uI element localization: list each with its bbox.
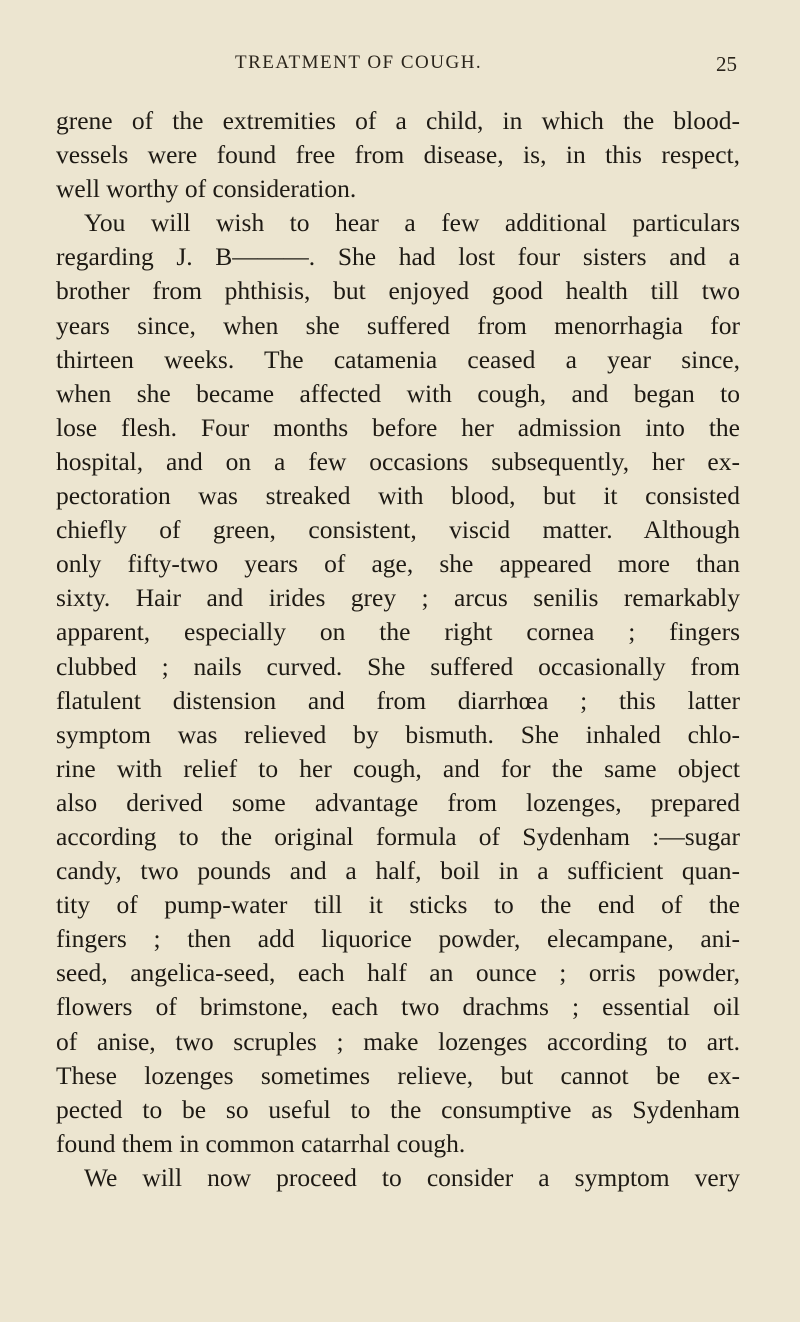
text-line: rine with relief to her cough, and for the same object bbox=[56, 753, 740, 783]
text-line: well worthy of consideration. bbox=[56, 174, 357, 204]
text-line: These lozenges sometimes relieve, but cannot be ex- bbox=[56, 1060, 740, 1090]
text-line: thirteen weeks. The catamenia ceased a year since, bbox=[56, 344, 740, 374]
text-line: fingers ; then add liquorice powder, elecampane, ani- bbox=[56, 924, 740, 954]
text-line: according to the original formula of Sydenham :—sugar bbox=[56, 821, 740, 851]
text-line: sixty. Hair and irides grey ; arcus senilis remarkably bbox=[56, 583, 740, 613]
text-line: of anise, two scruples ; make lozenges according to art. bbox=[56, 1026, 740, 1056]
text-line: years since, when she suffered from menorrhagia for bbox=[56, 310, 740, 340]
text-line: clubbed ; nails curved. She suffered occasionally from bbox=[56, 651, 740, 681]
text-line: You will wish to hear a few additional particulars bbox=[84, 208, 740, 238]
text-line: candy, two pounds and a half, boil in a sufficient quan- bbox=[56, 856, 740, 886]
text-line: apparent, especially on the right cornea ; fingers bbox=[56, 617, 740, 647]
text-line: when she became affected with cough, and began to bbox=[56, 378, 740, 408]
text-line: only fifty-two years of age, she appeared more than bbox=[56, 549, 740, 579]
body-text bbox=[56, 104, 740, 1195]
text-line: grene of the extremities of a child, in which the blood- bbox=[56, 106, 740, 135]
text-line: regarding J. B———. She had lost four sisters and a bbox=[56, 242, 740, 272]
text-line: vessels were found free from disease, is, in this respect, bbox=[56, 140, 740, 170]
text-line: pected to be so useful to the consumptive as Sydenham bbox=[56, 1094, 740, 1124]
text-line: hospital, and on a few occasions subsequently, her ex- bbox=[56, 446, 740, 476]
text-line: also derived some advantage from lozenges, prepared bbox=[56, 787, 740, 817]
running-head bbox=[0, 52, 800, 82]
text-line: flatulent distension and from diarrhœa ; this latter bbox=[56, 685, 740, 715]
text-line: tity of pump-water till it sticks to the end of the bbox=[56, 890, 740, 920]
text-line: We will now proceed to consider a symptom very bbox=[84, 1162, 740, 1192]
text-line: seed, angelica-seed, each half an ounce ; orris powder, bbox=[56, 958, 740, 988]
page-number: 25 bbox=[716, 52, 737, 76]
text-line: brother from phthisis, but enjoyed good health till two bbox=[56, 276, 740, 306]
text-line: found them in common catarrhal cough. bbox=[56, 1128, 466, 1158]
text-line: lose flesh. Four months before her admission into the bbox=[56, 412, 740, 442]
running-title: TREATMENT OF COUGH. bbox=[235, 52, 483, 73]
text-line: pectoration was streaked with blood, but it consisted bbox=[56, 481, 740, 511]
text-line: chiefly of green, consistent, viscid matter. Although bbox=[56, 515, 740, 545]
text-line: symptom was relieved by bismuth. She inhaled chlo- bbox=[56, 719, 740, 749]
text-line: flowers of brimstone, each two drachms ; essential oil bbox=[56, 992, 740, 1022]
